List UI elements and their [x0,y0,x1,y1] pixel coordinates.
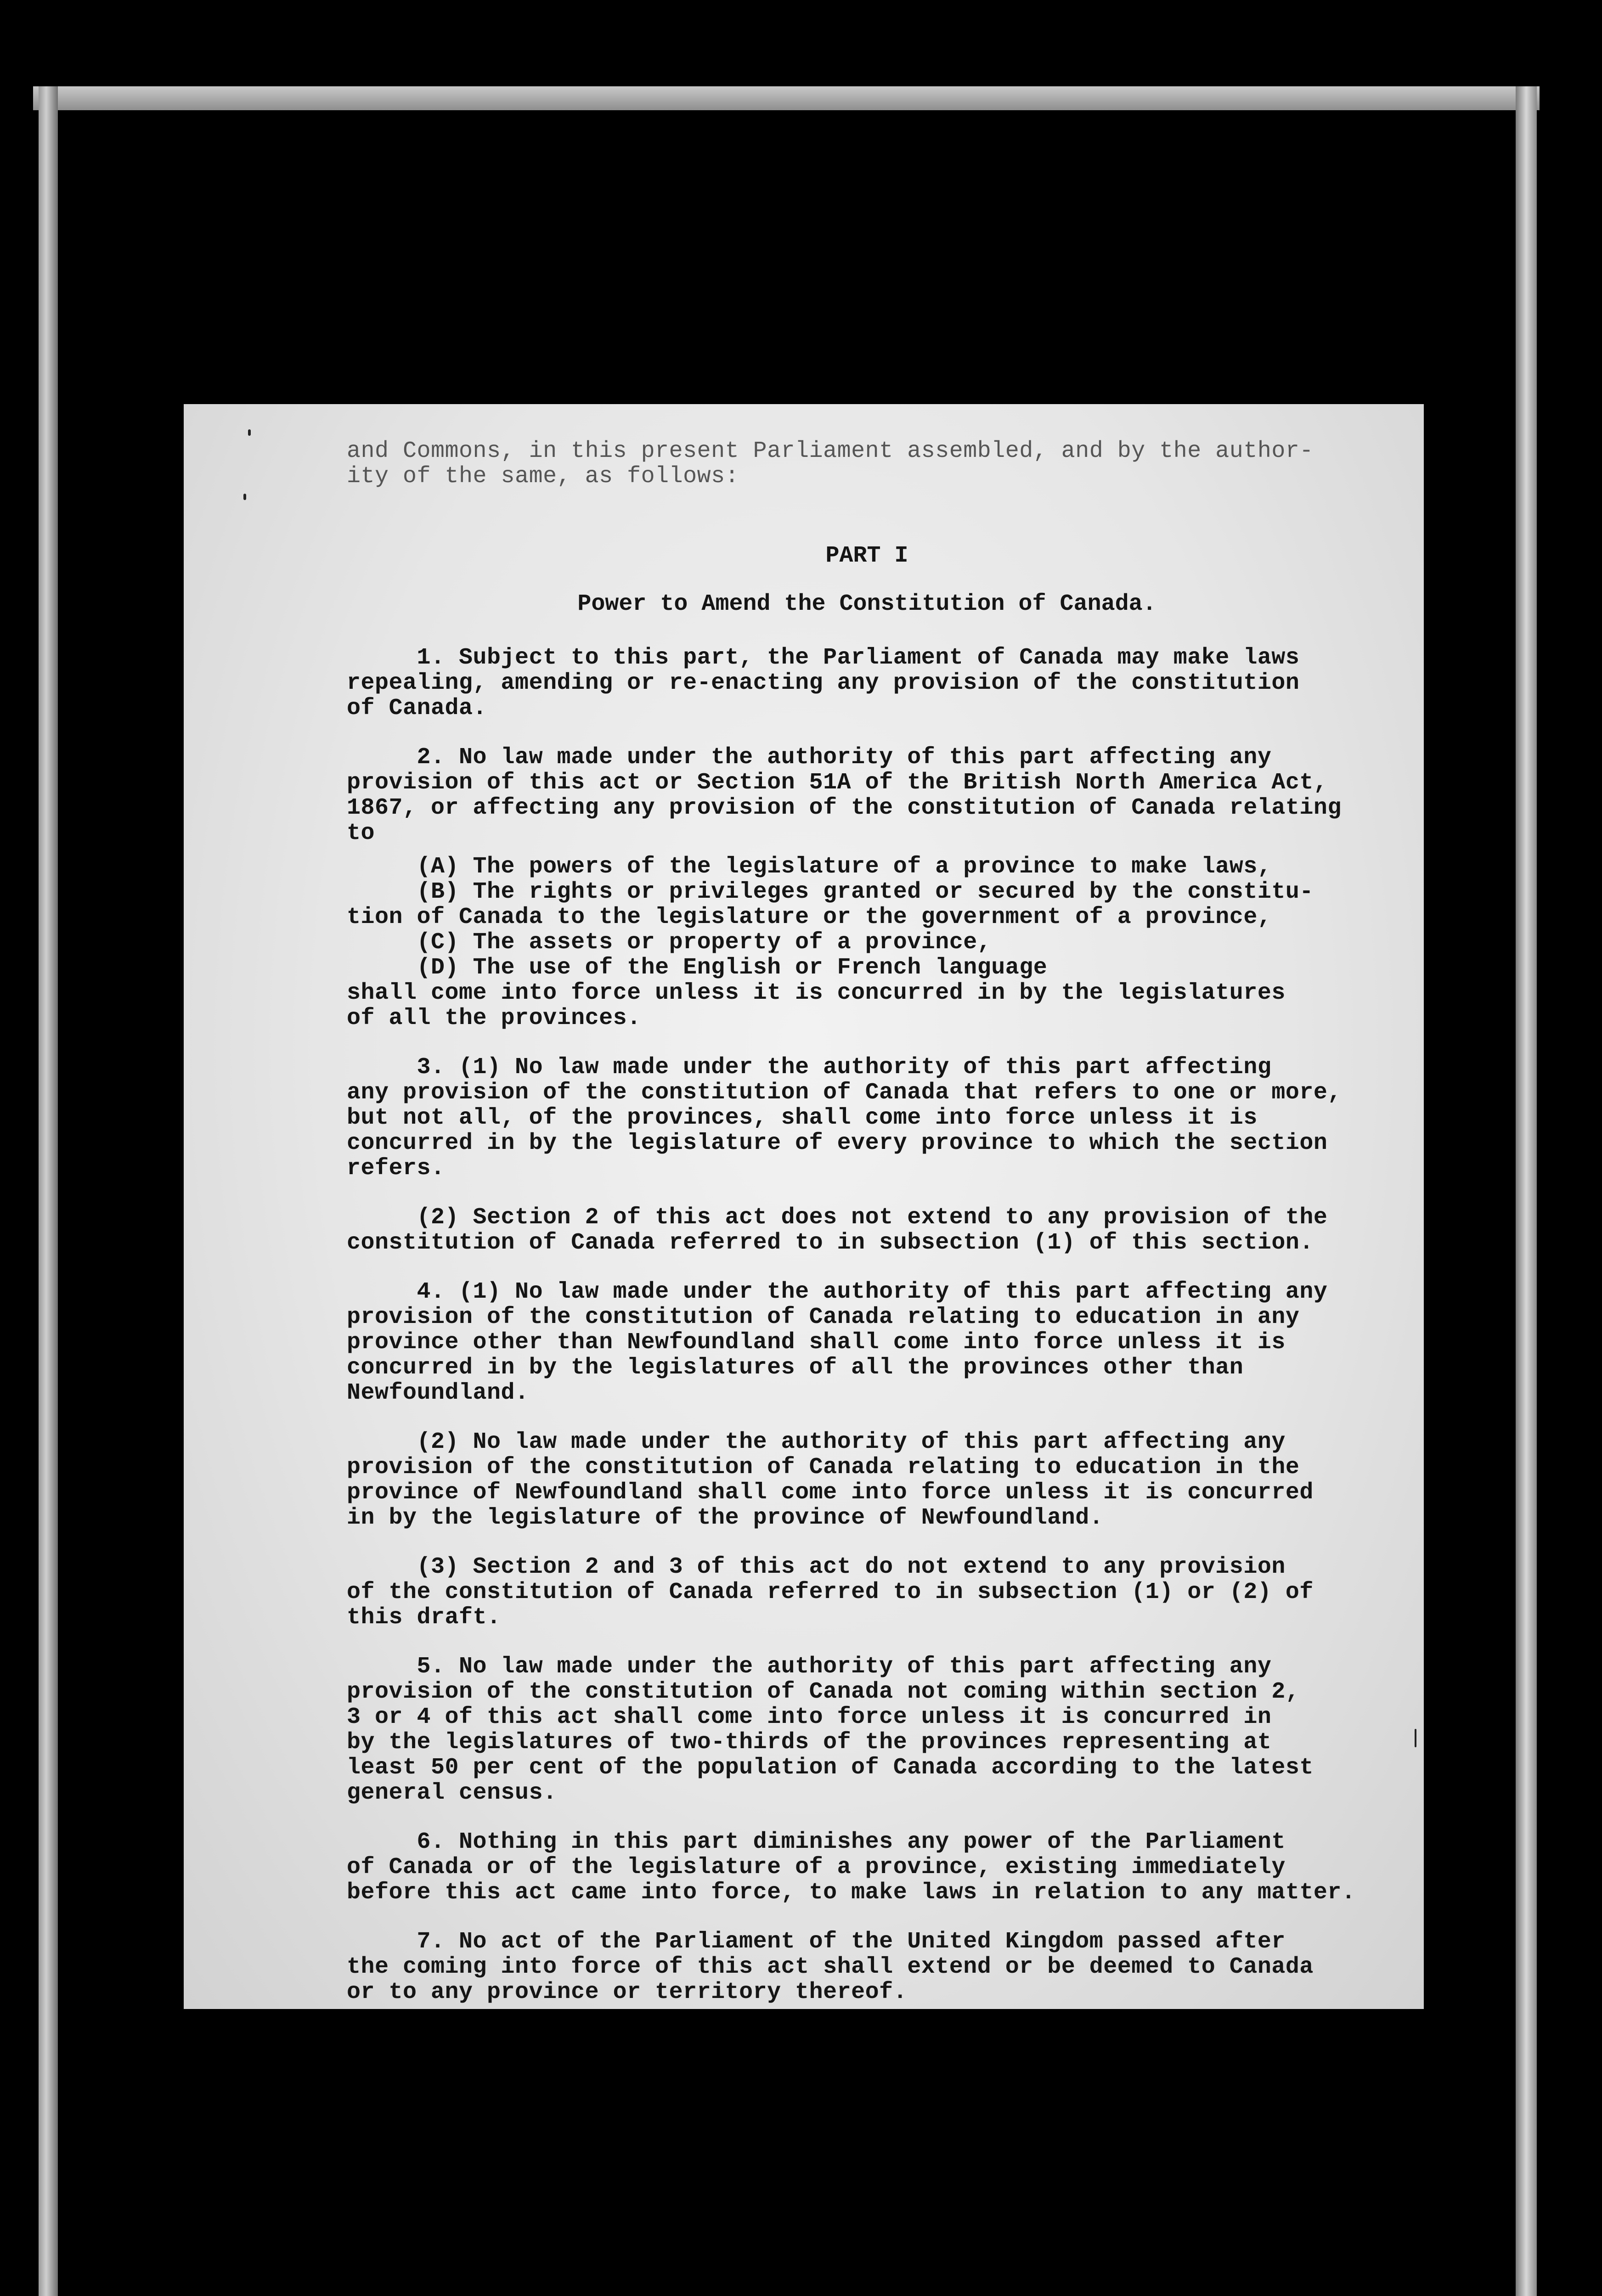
text-line: general census. [347,1780,557,1806]
text-line: the coming into force of this act shall extend or be deemed to Canada [347,1954,1314,1980]
text-line: any provision of the constitution of Canada that refers to one or more, [347,1080,1342,1106]
section-4-3 [347,1554,1387,1630]
document-page [184,404,1424,2009]
margin-mark [243,494,246,500]
text-line: this draft. [347,1604,501,1631]
text-line: 2. No law made under the authority of this part affecting any [347,744,1272,771]
section-4-2 [347,1429,1387,1531]
text-line: (C) The assets or property of a province, [347,929,992,956]
text-line: refers. [347,1155,445,1182]
text-line: of Canada or of the legislature of a province, existing immediately [347,1854,1286,1880]
text-line: of all the provinces. [347,1005,641,1031]
text-line: in by the legislature of the province of Newfoundland. [347,1505,1104,1531]
text-line: province other than Newfoundland shall come into force unless it is [347,1329,1286,1356]
text-line: (B) The rights or privileges granted or secured by the constitu- [347,879,1314,905]
text-line: provision of the constitution of Canada not coming within section 2, [347,1679,1300,1705]
intro-line: and Commons, in this present Parliament assembled, and by the author- [347,438,1314,464]
text-line: 5. No law made under the authority of this part affecting any [347,1654,1272,1680]
text-line [347,846,1387,854]
film-frame-top [33,86,1540,110]
text-line: to [347,820,375,846]
text-line: 6. Nothing in this part diminishes any power of the Parliament [347,1829,1286,1855]
text-line: province of Newfoundland shall come into force unless it is concurred [347,1480,1314,1506]
text-line: of the constitution of Canada referred to in subsection (1) or (2) of [347,1579,1314,1605]
section-3-1 [347,1055,1387,1181]
text-line: least 50 per cent of the population of Canada according to the latest [347,1755,1314,1781]
margin-mark [248,429,251,436]
text-line: repealing, amending or re-enacting any provision of the constitution [347,670,1300,696]
text-line: (2) No law made under the authority of this part affecting any [347,1429,1286,1455]
text-line: provision of the constitution of Canada relating to education in any [347,1304,1300,1330]
film-frame-left [39,86,58,2296]
text-line: by the legislatures of two-thirds of the provinces representing at [347,1729,1272,1756]
text-line: 3 or 4 of this act shall come into force unless it is concurred in [347,1704,1272,1730]
text-line: (A) The powers of the legislature of a province to make laws, [347,854,1272,880]
part-subtitle: Power to Amend the Constitution of Canada. [577,591,1156,617]
margin-mark [1415,1729,1416,1747]
section-3-2 [347,1205,1387,1255]
section-5 [347,1654,1387,1806]
section-6 [347,1829,1387,1905]
text-line: 4. (1) No law made under the authority of this part affecting any [347,1279,1328,1305]
text-line: tion of Canada to the legislature or the government of a province, [347,904,1272,930]
intro-line: ity of the same, as follows: [347,463,739,490]
section-2 [347,745,1387,1031]
section-7 [347,1929,1387,2005]
text-line: (3) Section 2 and 3 of this act do not extend to any provision [347,1554,1286,1580]
text-line: 7. No act of the Parliament of the United Kingdom passed after [347,1929,1286,1955]
film-frame-right [1516,86,1537,2296]
text-line: provision of this act or Section 51A of the British North America Act, [347,770,1328,796]
text-line: but not all, of the provinces, shall come into force unless it is [347,1105,1258,1131]
text-line: 3. (1) No law made under the authority of this part affecting [347,1054,1272,1080]
intro-paragraph [347,439,1387,489]
text-line: shall come into force unless it is concurred in by the legislatures [347,980,1286,1006]
text-line: Newfoundland. [347,1380,529,1406]
part-title: PART I [825,543,908,569]
text-line: or to any province or territory thereof. [347,1979,908,2005]
text-line: (D) The use of the English or French language [347,955,1048,981]
text-line: 1. Subject to this part, the Parliament of Canada may make laws [347,645,1300,671]
section-4-1 [347,1279,1387,1406]
text-line: concurred in by the legislature of every province to which the section [347,1130,1328,1156]
text-line: (2) Section 2 of this act does not extend to any provision of the [347,1204,1328,1231]
text-line: before this act came into force, to make laws in relation to any matter. [347,1880,1356,1906]
section-1 [347,645,1387,721]
text-line: concurred in by the legislatures of all the provinces other than [347,1355,1244,1381]
text-line: 1867, or affecting any provision of the constitution of Canada relating [347,795,1342,821]
text-line: of Canada. [347,695,487,721]
text-line: constitution of Canada referred to in subsection (1) of this section. [347,1230,1314,1256]
text-line: provision of the constitution of Canada relating to education in the [347,1454,1300,1480]
